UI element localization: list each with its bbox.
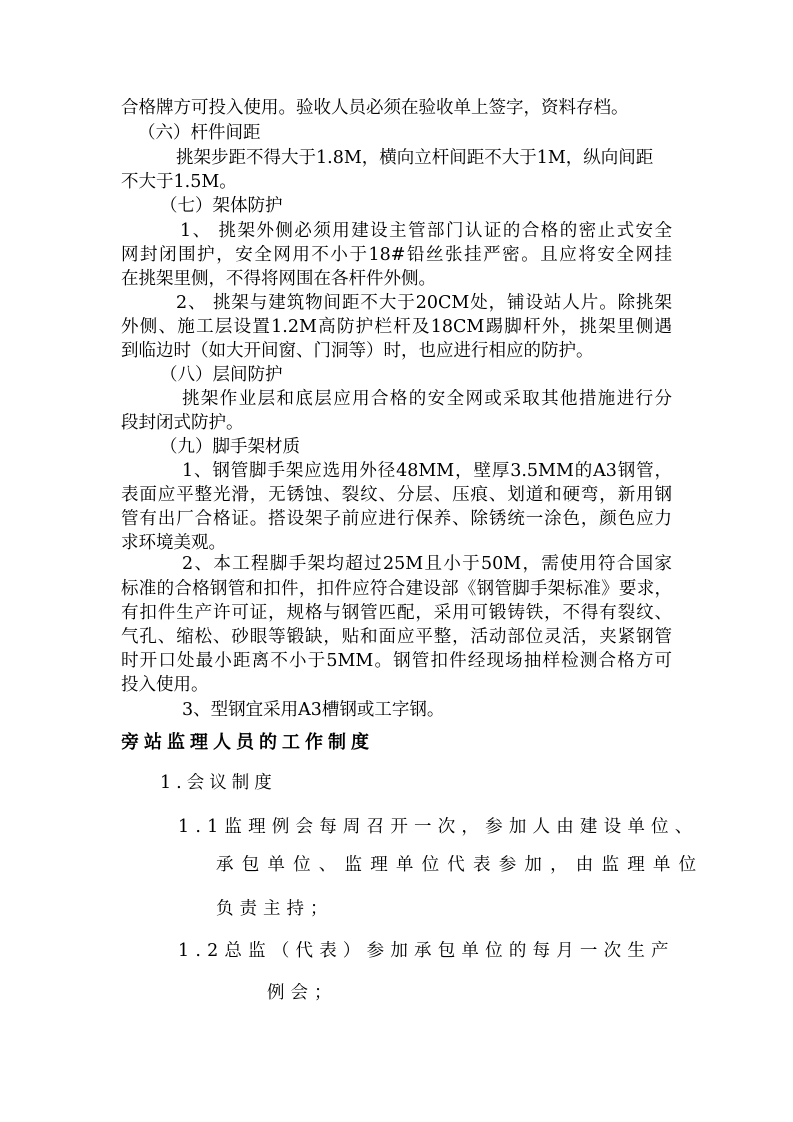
section-title: 旁站监理人员的工作制度 xyxy=(121,732,374,753)
body-line: 合格牌方可投入使用。验收人员必须在验收单上签字，资料存档。 xyxy=(121,98,629,118)
body-line: 2、 挑架与建筑物间距不大于20CM处，铺设站人片。除挑架 xyxy=(176,293,672,313)
body-line: 1、钢管脚手架应选用外径48MM，壁厚3.5MM的A3钢管， xyxy=(182,461,672,481)
body-line: 外侧、施工层设置1.2M高防护栏杆及18CM踢脚杆外，挑架里侧遇 xyxy=(121,317,672,337)
body-line: 有扣件生产许可证，规格与钢管匹配，采用可锻铸铁，不得有裂纹、 xyxy=(121,603,672,623)
body-line: 求环境美观。 xyxy=(121,533,226,553)
body-line: 到临边时（如大开间窗、门洞等）时，也应进行相应的防护。 xyxy=(121,341,594,361)
body-line: 时开口处最小距离不小于5MM。钢管扣件经现场抽样检测合格方可 xyxy=(121,651,672,671)
body-line: 1、 挑架外侧必须用建设主管部门认证的合格的密止式安全 xyxy=(180,221,672,241)
subheading-8: （八）层间防护 xyxy=(160,365,283,385)
list-item-1-2: 1.2总监（代表）参加承包单位的每月一次生产 xyxy=(178,941,675,961)
list-item-1-1-cont: 负责主持； xyxy=(216,899,334,919)
subheading-6: （六）杆件间距 xyxy=(138,123,261,143)
body-line: 3、型钢宜采用A3槽钢或工字钢。 xyxy=(182,700,445,720)
list-item-1: 1.会议制度 xyxy=(160,773,277,793)
subheading-9: （九）脚手架材质 xyxy=(160,437,300,457)
list-item-1-1: 1.1监理例会每周召开一次，参加人由建设单位、 xyxy=(178,817,699,837)
subheading-7: （七）架体防护 xyxy=(160,196,283,216)
body-line: 段封闭式防护。 xyxy=(121,413,244,433)
body-line: 表面应平整光滑，无锈蚀、裂纹、分层、压痕、划道和硬弯，新用钢 xyxy=(121,485,672,505)
body-line: 气孔、缩松、砂眼等锻缺，贴和面应平整，活动部位灵活，夹紧钢管 xyxy=(121,627,672,647)
body-line: 管有出厂合格证。搭设架子前应进行保养、除锈统一涂色，颜色应力 xyxy=(121,509,672,529)
body-line: 不大于1.5M。 xyxy=(121,172,237,192)
list-item-1-1-cont: 承包单位、监理单位代表参加，由监理单位 xyxy=(216,855,705,875)
body-line: 标准的合格钢管和扣件，扣件应符合建设部《钢管脚手架标准》要求， xyxy=(121,579,672,599)
body-line: 2、本工程脚手架均超过25M且小于50M，需使用符合国家 xyxy=(182,554,672,574)
body-line: 挑架步距不得大于1.8M，横向立杆间距不大于1M，纵向间距 xyxy=(176,148,654,168)
body-line: 网封闭围护，安全网用不小于18#铅丝张挂严密。且应将安全网挂 xyxy=(121,245,672,265)
body-line: 在挑架里侧，不得将网围在各杆件外侧。 xyxy=(121,269,436,289)
body-line: 投入使用。 xyxy=(121,675,209,695)
list-item-1-2-cont: 例会； xyxy=(267,983,338,1003)
body-line: 挑架作业层和底层应用合格的安全网或采取其他措施进行分 xyxy=(182,389,672,409)
